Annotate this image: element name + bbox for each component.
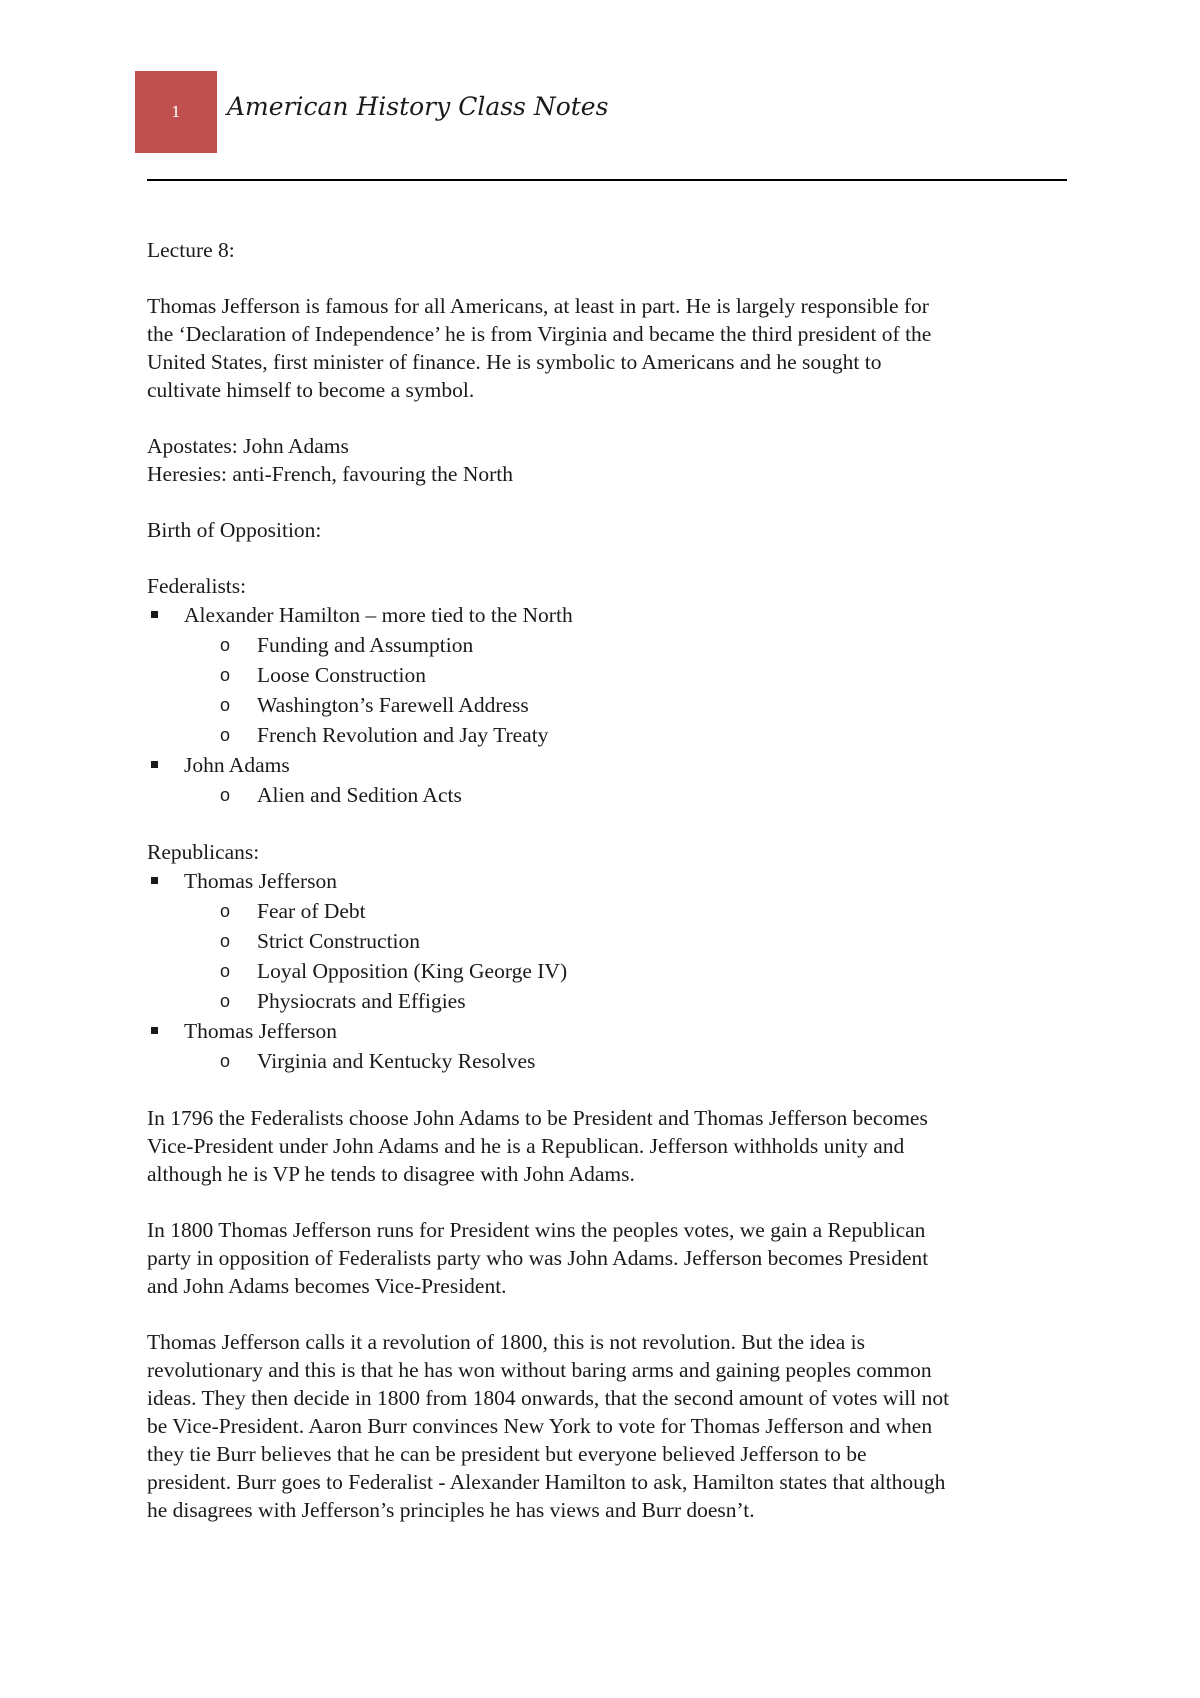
list-item-label: Alexander Hamilton – more tied to the North [184, 603, 573, 627]
republicans-section [147, 838, 1067, 1076]
paragraph-line: they tie Burr believes that he can be president but everyone believed Jefferson to be [147, 1442, 867, 1466]
sub-list [184, 896, 1067, 1016]
sub-list [184, 1046, 1067, 1076]
circle-bullet-icon: o [220, 1051, 231, 1071]
republicans-heading: Republicans: [147, 840, 260, 864]
paragraph-line: Thomas Jefferson calls it a revolution of 1800, this is not revolution. But the idea is [147, 1330, 865, 1354]
document-body [147, 236, 1067, 1552]
paragraph-line: Vice-President under John Adams and he is a Republican. Jefferson withholds unity and [147, 1134, 905, 1158]
paragraph-line: president. Burr goes to Federalist - Alexander Hamilton to ask, Hamilton states that although [147, 1470, 946, 1494]
sub-list-item [147, 1046, 1067, 1076]
paragraph-line: he disagrees with Jefferson’s principles he has views and Burr doesn’t. [147, 1498, 755, 1522]
sub-list-item [147, 986, 1067, 1016]
intro-line: the ‘Declaration of Independence’ he is from Virginia and became the third president of the [147, 322, 932, 346]
sub-list-item [147, 660, 1067, 690]
lecture-heading: Lecture 8: [147, 238, 235, 262]
sub-list-item [147, 630, 1067, 660]
list-item [147, 600, 1067, 750]
apostates-line: Apostates: John Adams [147, 434, 349, 458]
paragraph-revolution [147, 1328, 1067, 1524]
sub-list-item-label: Alien and Sedition Acts [257, 783, 462, 807]
sub-list [184, 780, 1067, 810]
paragraph-line: ideas. They then decide in 1800 from 1804 onwards, that the second amount of votes will not [147, 1386, 950, 1410]
sub-list-item-label: Physiocrats and Effigies [257, 989, 466, 1013]
sub-list-item-label: Loyal Opposition (King George IV) [257, 959, 568, 983]
federalists-heading: Federalists: [147, 574, 247, 598]
paragraph-line: although he is VP he tends to disagree with John Adams. [147, 1162, 635, 1186]
square-bullet-icon [151, 877, 158, 884]
square-bullet-icon [151, 1027, 158, 1034]
heresies-line: Heresies: anti-French, favouring the North [147, 462, 513, 486]
sub-list [184, 630, 1067, 750]
apostates-heresies [147, 432, 1067, 488]
intro-line: cultivate himself to become a symbol. [147, 378, 475, 402]
birth-of-opposition-heading: Birth of Opposition: [147, 518, 322, 542]
intro-line: United States, first minister of finance. He is symbolic to Americans and he sought to [147, 350, 882, 374]
circle-bullet-icon: o [220, 961, 231, 981]
paragraph-line: revolutionary and this is that he has won without baring arms and gaining peoples common [147, 1358, 932, 1382]
sub-list-item [147, 780, 1067, 810]
sub-list-item-label: Strict Construction [257, 929, 421, 953]
sub-list-item-label: Fear of Debt [257, 899, 366, 923]
list-item [147, 1016, 1067, 1076]
page-number-badge [135, 71, 217, 153]
document-title: American History Class Notes [227, 92, 609, 121]
sub-list-item [147, 896, 1067, 926]
header-divider [147, 179, 1067, 181]
federalists-list [147, 600, 1067, 810]
list-item-label: Thomas Jefferson [184, 1019, 338, 1043]
circle-bullet-icon: o [220, 901, 231, 921]
list-item [147, 750, 1067, 810]
paragraph-line: and John Adams becomes Vice-President. [147, 1274, 507, 1298]
circle-bullet-icon: o [220, 635, 231, 655]
list-item-label: Thomas Jefferson [184, 869, 338, 893]
square-bullet-icon [151, 761, 158, 768]
circle-bullet-icon: o [220, 725, 231, 745]
sub-list-item [147, 720, 1067, 750]
sub-list-item-label: Loose Construction [257, 663, 426, 687]
federalists-section [147, 572, 1067, 810]
paragraph-1800 [147, 1216, 1067, 1300]
circle-bullet-icon: o [220, 665, 231, 685]
sub-list-item-label: Funding and Assumption [257, 633, 474, 657]
intro-paragraph [147, 292, 1067, 404]
republicans-list [147, 866, 1067, 1076]
sub-list-item [147, 926, 1067, 956]
paragraph-line: In 1796 the Federalists choose John Adams to be President and Thomas Jefferson becomes [147, 1106, 928, 1130]
sub-list-item-label: Washington’s Farewell Address [257, 693, 529, 717]
sub-list-item [147, 956, 1067, 986]
circle-bullet-icon: o [220, 785, 231, 805]
square-bullet-icon [151, 611, 158, 618]
sub-list-item-label: French Revolution and Jay Treaty [257, 723, 549, 747]
list-item [147, 866, 1067, 1016]
paragraph-line: be Vice-President. Aaron Burr convinces New York to vote for Thomas Jefferson and when [147, 1414, 933, 1438]
circle-bullet-icon: o [220, 991, 231, 1011]
intro-line: Thomas Jefferson is famous for all Americans, at least in part. He is largely responsible for [147, 294, 929, 318]
circle-bullet-icon: o [220, 695, 231, 715]
page-number: 1 [171, 103, 181, 121]
circle-bullet-icon: o [220, 931, 231, 951]
paragraph-line: party in opposition of Federalists party who was John Adams. Jefferson becomes President [147, 1246, 929, 1270]
paragraph-1796 [147, 1104, 1067, 1188]
list-item-label: John Adams [184, 753, 290, 777]
sub-list-item-label: Virginia and Kentucky Resolves [257, 1049, 536, 1073]
paragraph-line: In 1800 Thomas Jefferson runs for President wins the peoples votes, we gain a Republican [147, 1218, 926, 1242]
sub-list-item [147, 690, 1067, 720]
